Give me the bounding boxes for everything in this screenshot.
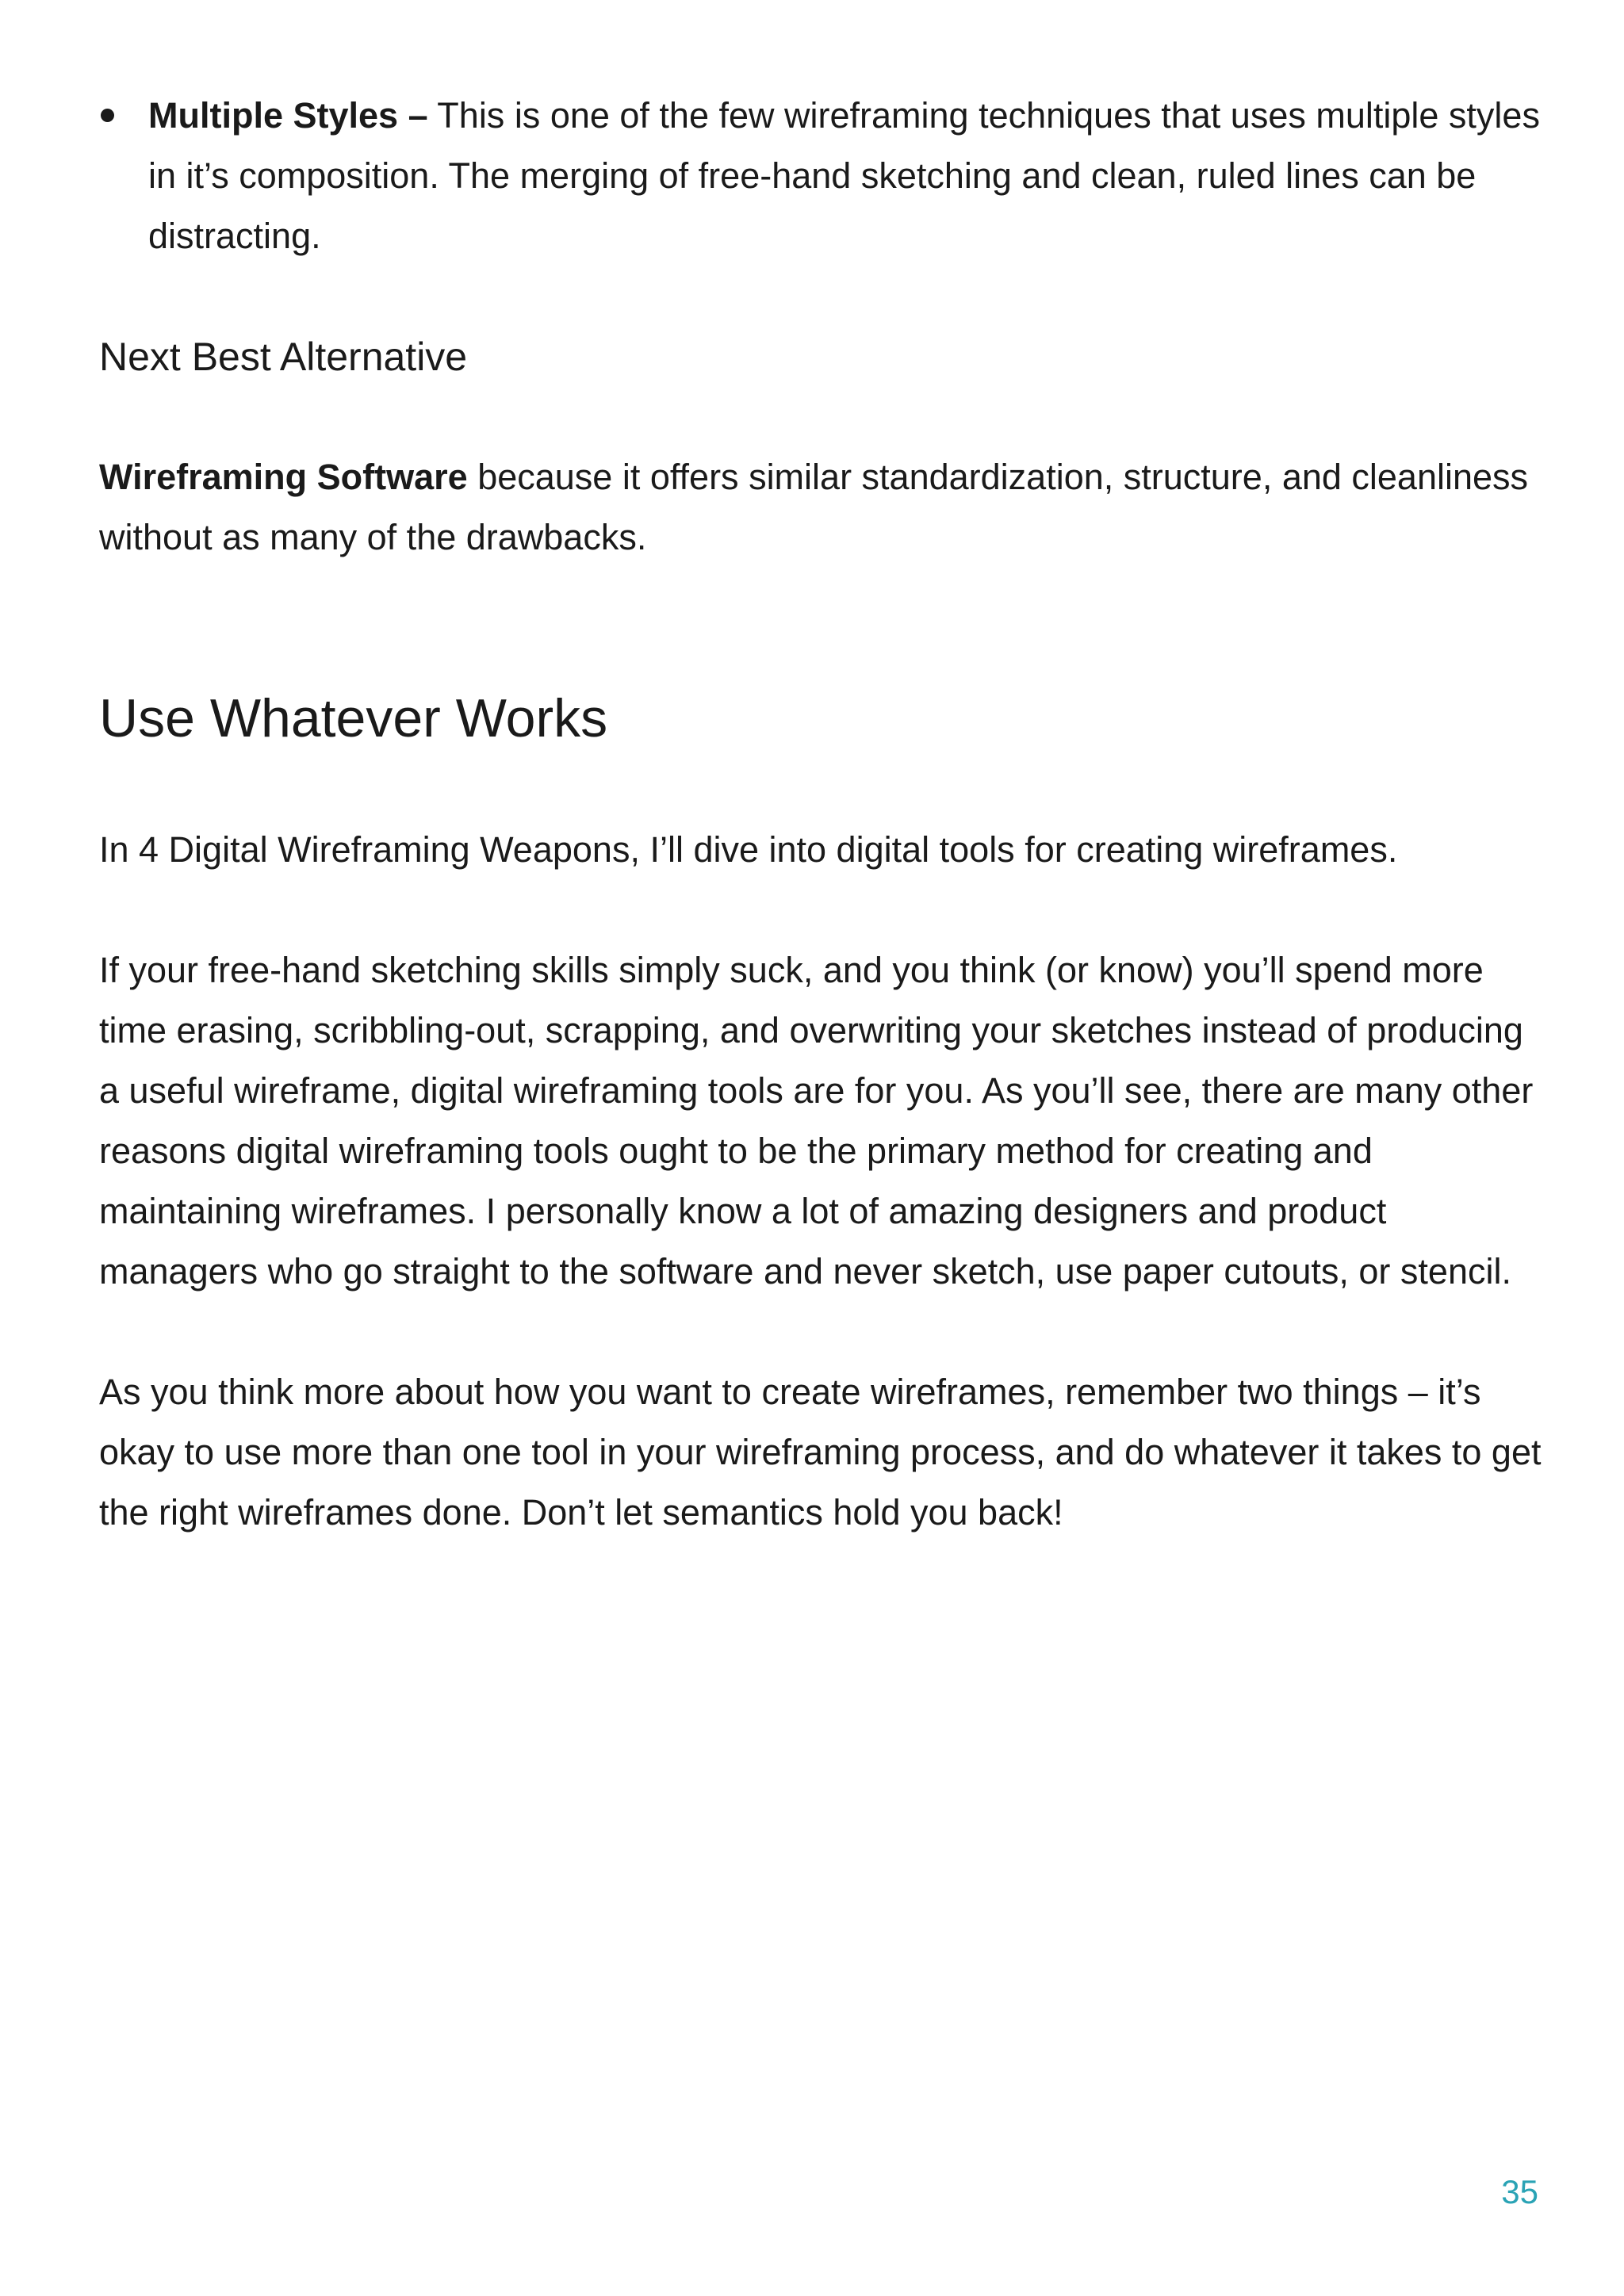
next-best-term: Wireframing Software [99,457,468,497]
bullet-list [99,86,1550,266]
section-paragraph-3: As you think more about how you want to create wireframes, remember two things – it’s okay to use more than one tool in your wireframing process, and do whatever it takes to get the right wireframes done. Don’t let semantics hold you back! [99,1372,1542,1533]
page-number: 35 [1501,2173,1538,2210]
bullet-item-multiple-styles [99,86,1550,266]
next-best-text: because it offers similar standardization, structure, and cleanliness without as many of the drawbacks. [99,457,1529,557]
next-best-paragraph [99,447,1550,568]
page-content [99,86,1550,1543]
section-paragraph-1: In 4 Digital Wireframing Weapons, I’ll dive into digital tools for creating wireframes. [99,829,1398,870]
section-paragraph-2: If your free-hand sketching skills simply suck, and you think (or know) you’ll spend more time erasing, scribbling-out, scrapping, and overwriting your sketches instead of producing a useful wireframe, digital wireframing tools are for you. As you’ll see, there are many other reasons digital wireframing tools ought to be the primary method for creating and maintaining wireframes. I personally know a lot of amazing designers and product managers who go straight to the software and never sketch, use paper cutouts, or stencil. [99,950,1534,1292]
bullet-term: Multiple Styles – [148,95,428,136]
section-heading: Use Whatever Works [99,688,608,748]
bullet-text: This is one of the few wireframing techniques that uses multiple styles in it’s composition. The merging of free-hand sketching and clean, ruled lines can be distracting. [148,95,1540,256]
bullet-dot-icon [101,109,114,122]
next-best-heading: Next Best Alternative [99,335,468,379]
